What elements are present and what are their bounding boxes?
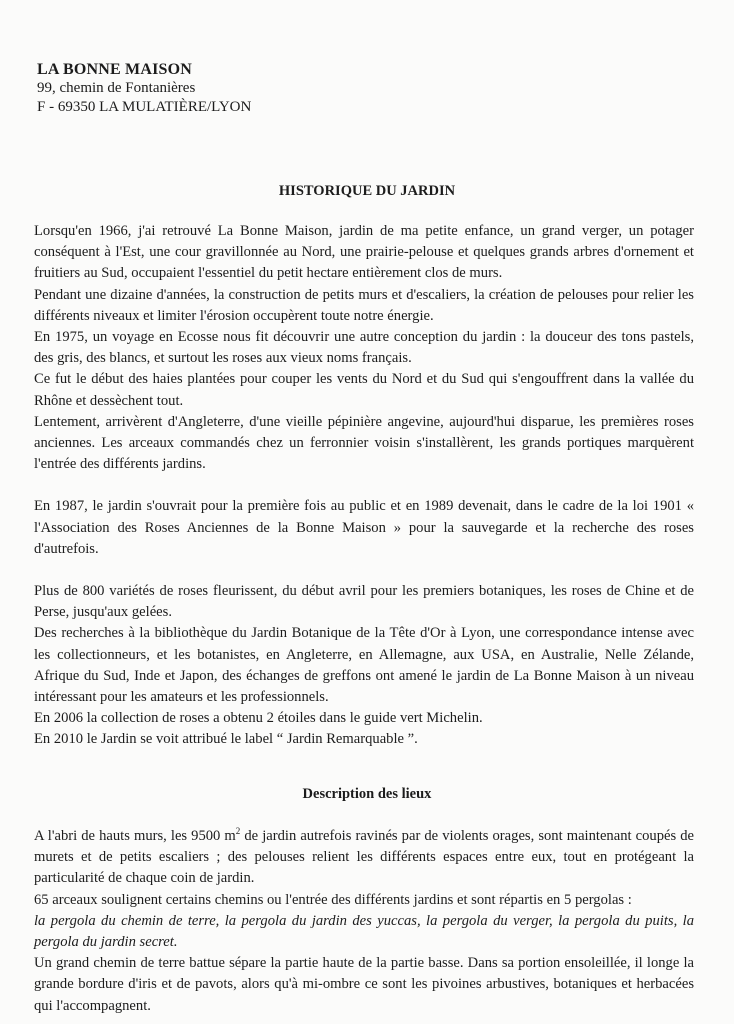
paragraph <box>34 826 694 890</box>
superscript: 2 <box>235 826 241 837</box>
text-run: A l'abri de hauts murs, les 9500 m <box>34 828 236 844</box>
text-run: de jardin autrefois ravinés par de violents orages, sont maintenant coupés de murets et de petits escaliers ; des pelouses relient les différents espaces entre eux, tout en protégeant la particularité de chaque coin de jardin. <box>34 828 695 887</box>
paragraph: En 1987, le jardin s'ouvrait pour la première fois au public et en 1989 devenait, dans le cadre de la loi 1901 « l'Association des Roses Anciennes de la Bonne Maison » pour la sauvegarde et la recherche des roses d'autrefois. <box>34 498 694 557</box>
paragraph: 65 arceaux soulignent certains chemins ou l'entrée des différents jardins et sont répartis en 5 pergolas : <box>34 891 632 908</box>
paragraph: Des recherches à la bibliothèque du Jardin Botanique de la Tête d'Or à Lyon, une correspondance intense avec les collectionneurs, et les botanistes, en Angleterre, en Allemagne, aux USA, en Australie, Nelle Zélande, Afrique du Sud, Inde et Japon, des échanges de greffons ont amené le jardin de La Bonne Maison à un niveau intéressant pour les amateurs et les professionnels. <box>34 625 694 706</box>
section-heading: Description des lieux <box>302 786 432 802</box>
paragraph: En 1975, un voyage en Ecosse nous fit découvrir une autre conception du jardin : la douceur des tons pastels, des gris, des blancs, et surtout les roses aux vieux noms français. <box>34 329 694 367</box>
paragraph: Pendant une dizaine d'années, la construction de petits murs et d'escaliers, la création de pelouses pour relier les différents niveaux et limiter l'érosion occupèrent toute notre énergie. <box>34 286 694 324</box>
paragraph: Lentement, arrivèrent d'Angleterre, d'une vieille pépinière angevine, aujourd'hui disparue, les premières roses anciennes. Les arceaux commandés chez un ferronnier voisin s'installèrent, les grands portiques marquèrent l'entrée des différents jardins. <box>34 413 694 473</box>
description-section <box>34 826 694 1017</box>
address-line-2: F - 69350 LA MULATIÈRE/LYON <box>37 99 252 115</box>
paragraph: En 2010 le Jardin se voit attribué le label “ Jardin Remarquable ”. <box>34 731 418 748</box>
historique-section <box>34 221 694 751</box>
pergola-list: la pergola du chemin de terre, la pergola du jardin des yuccas, la pergola du verger, la pergola du puits, la pergola du jardin secret. <box>34 912 694 951</box>
letterhead <box>37 60 251 117</box>
paragraph: Lorsqu'en 1966, j'ai retrouvé La Bonne Maison, jardin de ma petite enfance, un grand verger, un potager conséquent à l'Est, une cour gravillonnée au Nord, une prairie-pelouse et quelques grands arbres d'ornement et fruitiers au Sud, occupaient l'essentiel du petit hectare entièrement clos de murs. <box>34 223 694 282</box>
paragraph-gap <box>34 475 694 496</box>
address-line-1: 99, chemin de Fontanières <box>37 80 196 96</box>
paragraph: En 2006 la collection de roses a obtenu 2 étoiles dans le guide vert Michelin. <box>34 710 483 727</box>
paragraph: Un grand chemin de terre battue sépare la partie haute de la partie basse. Dans sa portion ensoleillée, il longe la grande bordure d'iris et de pavots, alors qu'à mi-ombre ce sont les pivoines arbustives, botaniques et herbacées qui l'accompagnent. <box>34 955 694 1014</box>
organization-name: LA BONNE MAISON <box>37 61 193 78</box>
paragraph-gap <box>34 560 694 581</box>
paragraph: Ce fut le début des haies plantées pour couper les vents du Nord et du Sud qui s'engouffrent dans la vallée du Rhône et dessèchent tout. <box>34 371 694 409</box>
page-title: HISTORIQUE DU JARDIN <box>278 183 456 199</box>
paragraph: Plus de 800 variétés de roses fleurissent, du début avril pour les premiers botaniques, les roses de Chine et de Perse, jusqu'aux gelées. <box>34 583 694 621</box>
